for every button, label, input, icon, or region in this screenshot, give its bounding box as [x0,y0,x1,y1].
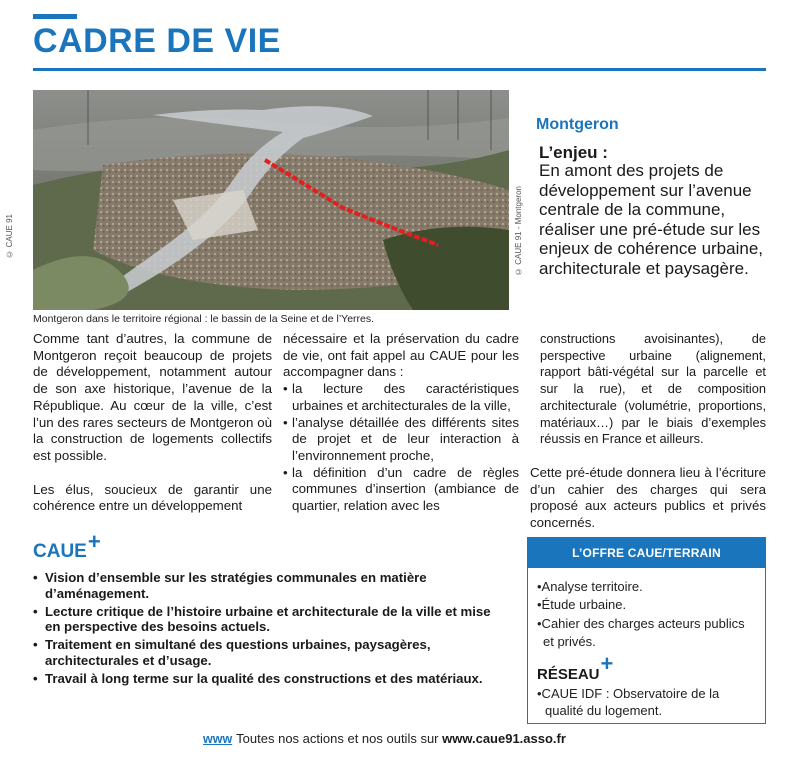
list-item: •Analyse territoire. [537,579,643,594]
body-column-2 [283,331,519,515]
list-item: •Étude urbaine. [537,597,627,613]
reseau-heading [528,651,765,685]
enjeu-text: En amont des projets de développement sur l’avenue centrale de la commune, réaliser une pré-étude sur les enjeux de cohérence urbaine, architecturale et paysagère. [539,161,763,278]
body-paragraph: constructions avoisinantes), de perspective urbaine (alignement, rapport bâti-végétal sur la parcelle et sur la rue), et de composition architecturale (volumétrie, proportions, matériaux…) par le biais d’exemples réussis en France et ailleurs. [540,331,766,447]
offer-title: L’OFFRE CAUE/TERRAIN [528,538,765,568]
title-accent-bar [33,14,77,19]
plus-icon: + [87,529,101,554]
body-paragraph: Les élus, soucieux de garantir une cohérence entre un développement [33,481,272,514]
list-item: • l’analyse détaillée des différents sites de projet et de leur interaction à l’environnement proche, [283,415,519,465]
body-column-1 [33,331,272,515]
caue-plus-title: CAUE [33,541,87,562]
mission-list [283,381,519,515]
list-item: • la définition d’un cadre de règles communes d’insertion (ambiance de quartier, relation avec les [283,465,519,515]
title-rule [33,68,766,71]
aerial-photo [33,90,509,310]
list-item: • la lecture des caractéristiques urbaines et architecturales de la ville, [283,381,519,414]
offer-box [527,537,766,724]
body-paragraph: Comme tant d’autres, la commune de Montgeron reçoit beaucoup de projets de développement, notamment autour de son axe historique, l’avenue de la République. Au cœur de la ville, c’est l’un des rares secteurs de Montgeron où la construction de logements collectifs est possible. [33,331,272,463]
list-item: • Lecture critique de l’histoire urbaine et architecturale de la ville et mise en perspective des besoins actuels. [33,604,503,636]
list-item: • Vision d’ensemble sur les stratégies communales en matière d’aménagement. [33,570,503,602]
page-title: CADRE DE VIE [33,22,281,60]
reseau-title: RÉSEAU [537,666,600,684]
offer-list [528,568,765,651]
caue-plus-heading [33,529,101,563]
list-item: • Traitement en simultané des questions urbaines, paysagères, architecturales et d’usage. [33,637,503,669]
aerial-photo-illustration [33,90,509,310]
footer-text: Toutes nos actions et nos outils sur [236,731,443,746]
footer [203,731,566,746]
body-paragraph: Cette pré-étude donnera lieu à l’écriture d’un cahier des charges qui sera proposé aux acteurs publics et privés concernés. [530,464,766,531]
website-link[interactable]: www.caue91.asso.fr [442,731,566,746]
side-credit: © CAUE 91 [5,214,14,259]
city-name: Montgeron [536,116,619,133]
plus-icon: + [600,651,614,677]
list-item: •Cahier des charges acteurs publics et privés. [537,615,745,649]
www-icon: www [203,732,233,746]
body-paragraph: nécessaire et la préservation du cadre de vie, ont fait appel au CAUE pour les accompagner dans : [283,331,519,380]
photo-caption: Montgeron dans le territoire régional : le bassin de la Seine et de l’Yerres. [33,313,375,325]
list-item: •CAUE IDF : Observatoire de la qualité du logement. [537,686,720,719]
photo-credit: © CAUE 91 - Montgeron [514,186,523,276]
caue-plus-list [33,570,503,689]
reseau-list [528,685,765,719]
enjeu-label: L’enjeu : [539,143,608,162]
list-item: • Travail à long terme sur la qualité des constructions et des matériaux. [33,671,503,687]
body-column-3 [530,331,766,532]
